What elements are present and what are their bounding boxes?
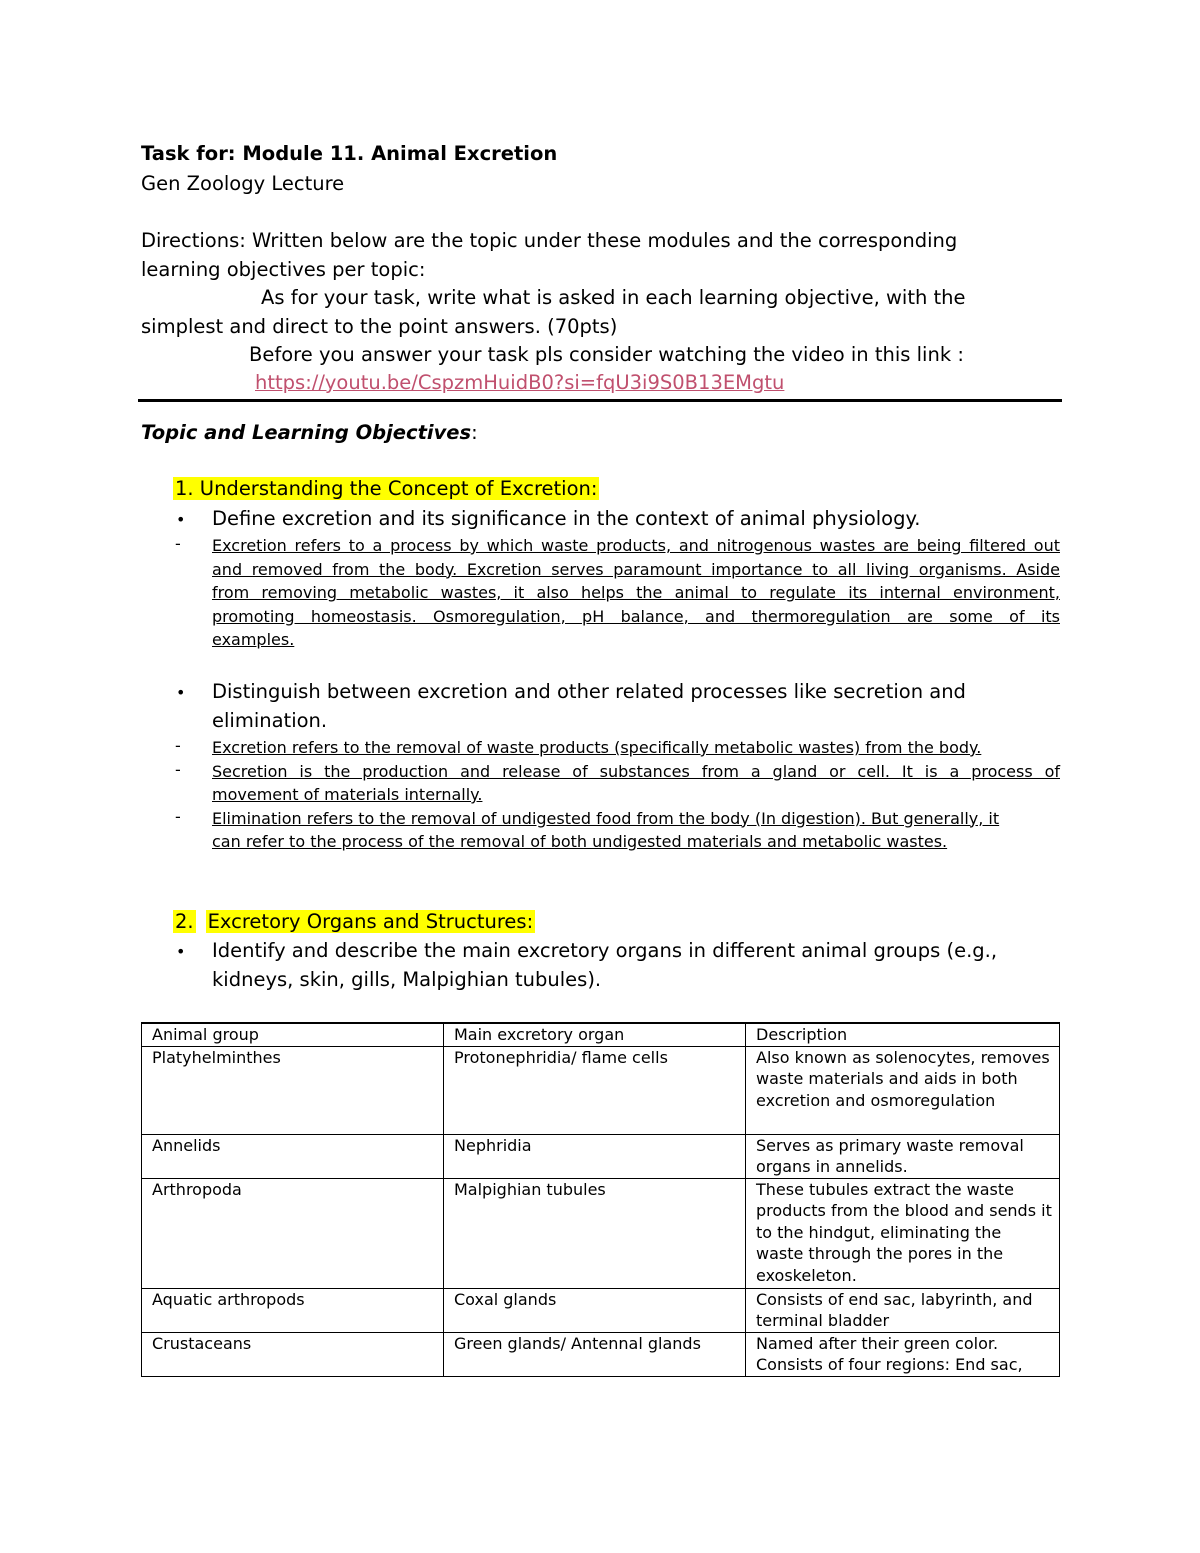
table-cell-animal-group: Aquatic arthropods: [142, 1288, 444, 1332]
table-cell-description: Also known as solenocytes, removes waste materials and aids in both excretion and osmoregulation: [746, 1046, 1060, 1134]
section-1-bullet-2: [0, 680, 1200, 738]
section-2-heading: [173, 910, 535, 933]
table-cell-organ: Protonephridia/ flame cells: [444, 1046, 746, 1134]
directions-line-1: Directions: Written below are the topic under these modules and the corresponding: [141, 229, 958, 252]
answer-1-line-3: from removing metabolic wastes, it also helps the animal to regulate its internal environment,: [212, 583, 1060, 602]
table-cell-animal-group: Platyhelminthes: [142, 1046, 444, 1134]
answer-1-line-4: promoting homeostasis. Osmoregulation, pH balance, and thermoregulation are some of its: [212, 606, 1060, 626]
section-2-bullet-1: [0, 939, 1200, 997]
table-cell-description: These tubules extract the waste products from the blood and sends it to the hindgut, eliminating the waste through the pores in the exoskeleton.: [746, 1178, 1060, 1288]
table-header-cell: Description: [746, 1023, 1060, 1046]
table-cell-description: Serves as primary waste removal organs in annelids.: [746, 1134, 1060, 1178]
answer-excretion: Excretion refers to the removal of waste products (specifically metabolic wastes) from the body.: [212, 738, 982, 757]
document-subtitle: Gen Zoology Lecture: [141, 172, 345, 195]
dash-marker: -: [175, 759, 181, 779]
table-cell-organ: Green glands/ Antennal glands: [444, 1332, 746, 1376]
table-row: [142, 1288, 1060, 1332]
section-1-heading: [173, 477, 599, 500]
answer-1-line-1: Excretion refers to a process by which waste products, and nitrogenous wastes are being filtered out: [212, 536, 1060, 555]
horizontal-divider: [138, 399, 1062, 402]
dash-marker: -: [175, 806, 181, 826]
table-row: [142, 1178, 1060, 1288]
topics-heading: [141, 421, 478, 444]
table-cell-animal-group: Annelids: [142, 1134, 444, 1178]
table-cell-organ: Nephridia: [444, 1134, 746, 1178]
table-row: [142, 1046, 1060, 1134]
video-link[interactable]: https://youtu.be/CspzmHuidB0?si=fqU3i9S0B13EMgtu: [255, 371, 785, 394]
bullet-2-text-line-1: Distinguish between excretion and other related processes like secretion and: [212, 680, 966, 703]
table-header-cell: Animal group: [142, 1023, 444, 1046]
section-2-bullet-text-line-1: Identify and describe the main excretory organs in different animal groups (e.g.,: [212, 939, 998, 962]
answer-1-line-5: examples.: [212, 630, 295, 649]
directions-line-2: learning objectives per topic:: [141, 258, 426, 281]
bullet-dot-icon: •: [176, 942, 186, 961]
bullet-dot-icon: •: [176, 683, 186, 702]
document-title: Task for: Module 11. Animal Excretion: [141, 142, 558, 165]
table-cell-organ: Coxal glands: [444, 1288, 746, 1332]
dash-marker: -: [175, 736, 181, 755]
section-2-number: 2.: [175, 910, 194, 933]
directions-line-4: simplest and direct to the point answers. (70pts): [141, 315, 618, 338]
table-row: [142, 1332, 1060, 1376]
answer-elimination-line-2: can refer to the process of the removal of both undigested materials and metabolic wastes.: [212, 832, 948, 851]
answer-secretion-line-1: Secretion is the production and release of substances from a gland or cell. It is a process of: [212, 761, 1060, 781]
table-header-cell: Main excretory organ: [444, 1023, 746, 1046]
answer-secretion-line-2: movement of materials internally.: [212, 785, 483, 804]
section-2-bullet-text-line-2: kidneys, skin, gills, Malpighian tubules).: [212, 968, 602, 991]
excretory-organs-table: [141, 1022, 1060, 1377]
bullet-1-text: Define excretion and its significance in the context of animal physiology.: [212, 507, 921, 530]
topics-heading-colon: :: [471, 421, 478, 444]
section-2-heading-text: Excretory Organs and Structures:: [207, 910, 534, 933]
answer-elimination-line-1: Elimination refers to the removal of undigested food from the body (In digestion). But generally, it: [212, 808, 1000, 828]
table-cell-description: Named after their green color. Consists of four regions: End sac,: [746, 1332, 1060, 1376]
table-cell-animal-group: Arthropoda: [142, 1178, 444, 1288]
bullet-2-text-line-2: elimination.: [212, 709, 328, 732]
table-header-row: [142, 1023, 1060, 1046]
section-1-bullet-1: [0, 507, 1200, 535]
table-row: [142, 1134, 1060, 1178]
table-cell-organ: Malpighian tubules: [444, 1178, 746, 1288]
table-cell-animal-group: Crustaceans: [142, 1332, 444, 1376]
answer-1-line-2: and removed from the body. Excretion serves paramount importance to all living organisms. Aside: [212, 559, 1060, 579]
directions-line-5: Before you answer your task pls consider watching the video in this link :: [249, 343, 964, 366]
bullet-dot-icon: •: [176, 510, 186, 529]
topics-heading-label: Topic and Learning Objectives: [141, 421, 472, 444]
section-1-heading-text: 1. Understanding the Concept of Excretion:: [175, 477, 598, 500]
table-cell-description: Consists of end sac, labyrinth, and terminal bladder: [746, 1288, 1060, 1332]
directions-line-3: As for your task, write what is asked in each learning objective, with the: [261, 286, 966, 309]
dash-marker: -: [175, 534, 181, 553]
